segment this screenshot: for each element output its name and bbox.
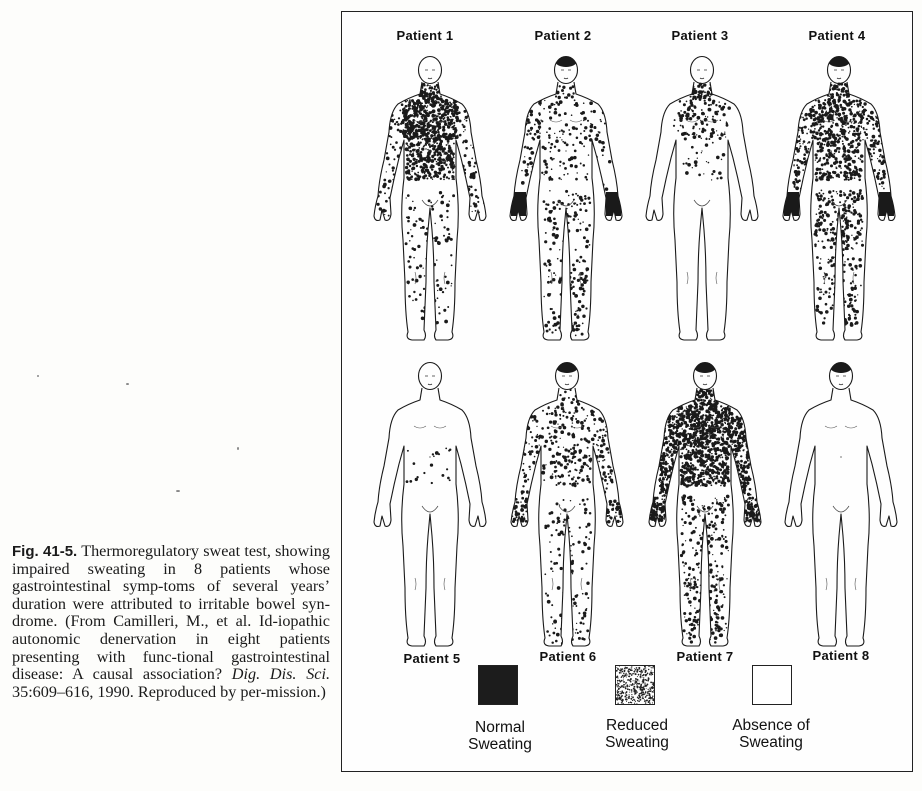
patient-figure-1 <box>370 50 490 342</box>
legend-reduced-line2: Sweating <box>605 734 669 751</box>
patient-figure-3 <box>642 50 762 342</box>
journal-name: Dig. Dis. Sci. <box>231 665 331 684</box>
patient-label-5: Patient 5 <box>403 651 461 666</box>
legend-absence-line2: Sweating <box>739 734 803 751</box>
legend-label-reduced <box>605 717 669 751</box>
legend-label-normal <box>468 719 532 753</box>
print-speck <box>126 383 129 385</box>
legend-swatch-normal <box>478 665 518 705</box>
legend-normal-line1: Normal <box>475 719 525 736</box>
patient-label-7: Patient 7 <box>676 649 734 664</box>
patient-figure-6 <box>507 356 627 648</box>
legend-swatch-reduced <box>615 665 655 705</box>
patient-label-6: Patient 6 <box>539 649 597 664</box>
print-speck <box>176 490 180 492</box>
patient-label-8: Patient 8 <box>812 648 870 663</box>
legend-absence-line1: Absence of <box>732 717 810 734</box>
legend-swatch-absence <box>752 665 792 705</box>
patient-label-2: Patient 2 <box>534 28 592 43</box>
citation-text: 35:609–616, 1990. Reproduced by per-mission.) <box>12 682 326 701</box>
patient-figure-2 <box>506 50 626 342</box>
patient-figure-5 <box>370 356 490 648</box>
patient-figure-4 <box>779 50 899 342</box>
print-speck <box>37 375 39 377</box>
patient-label-1: Patient 1 <box>396 28 454 43</box>
figure-caption <box>12 543 330 701</box>
figure-label: Fig. 41-5. <box>12 543 78 560</box>
patient-figure-8 <box>781 356 901 648</box>
legend-reduced-line1: Reduced <box>605 717 669 734</box>
patient-label-4: Patient 4 <box>808 28 866 43</box>
print-speck <box>237 447 239 450</box>
legend-normal-line2: Sweating <box>468 736 532 753</box>
patient-label-3: Patient 3 <box>671 28 729 43</box>
caption-text: Thermoregulatory sweat test, showing impaired sweating in 8 patients whose gastrointestinal symp-toms of several years’ duration were attributed to irritable bowel syn-drome. (From Camilleri, M., et al. Id-iopathic autonomic denervation in eight patients presenting with func-tional gastrointestinal disease: A causal association? <box>12 542 330 684</box>
patient-figure-7 <box>645 356 765 648</box>
legend-label-absence <box>732 717 810 751</box>
